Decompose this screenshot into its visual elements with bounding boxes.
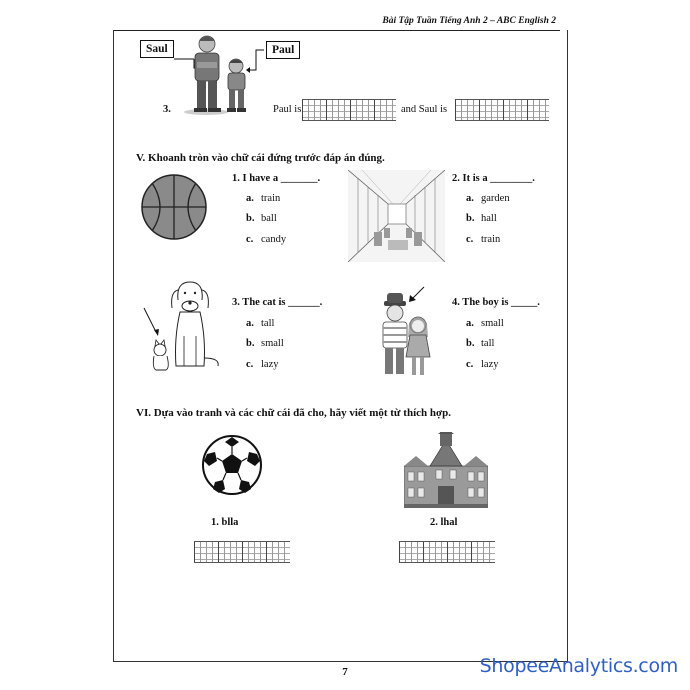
q1-stem: 1. I have a _______. [232, 173, 321, 184]
saul-paul-illustration [170, 30, 280, 116]
q1-option-b[interactable]: b. ball [246, 213, 277, 224]
q3-option-c[interactable]: c. lazy [246, 359, 279, 370]
writing-grid-item-2[interactable] [399, 541, 495, 563]
writing-grid-paul[interactable] [302, 99, 396, 121]
q2-stem: 2. It is a ________. [452, 173, 535, 184]
boy-and-girl-image [370, 283, 434, 379]
q2-option-a[interactable]: a. garden [466, 193, 510, 204]
q3-option-b[interactable]: b. small [246, 338, 284, 349]
q2-option-b[interactable]: b. hall [466, 213, 497, 224]
hall-building-image [404, 432, 488, 508]
soccer-ball-image [201, 434, 263, 496]
q3-stem: 3. The cat is ______. [232, 297, 323, 308]
hall-image [348, 170, 445, 262]
q3-option-a[interactable]: a. tall [246, 318, 275, 329]
item-1-label: 1. blla [211, 517, 239, 528]
q4-stem: 4. The boy is _____. [452, 297, 540, 308]
page-header: Bài Tập Tuần Tiếng Anh 2 – ABC English 2 [382, 16, 556, 26]
q2-option-c[interactable]: c. train [466, 234, 501, 245]
item-2-label: 2. lhal [430, 517, 458, 528]
q3-text-paul: Paul is [273, 104, 302, 115]
q4-option-b[interactable]: b. tall [466, 338, 495, 349]
writing-grid-item-1[interactable] [194, 541, 290, 563]
dog-and-cat-image [140, 278, 226, 374]
saul-name-box: Saul [140, 40, 174, 58]
q4-option-a[interactable]: a. small [466, 318, 504, 329]
page-number: 7 [342, 666, 348, 678]
basketball-image [140, 173, 208, 241]
paul-name-box: Paul [266, 41, 300, 59]
section-5-title: V. Khoanh tròn vào chữ cái đứng trước đáp án đúng. [136, 152, 385, 164]
question-3-number: 3. [163, 104, 171, 115]
q3-text-saul: and Saul is [401, 104, 448, 115]
q1-option-a[interactable]: a. train [246, 193, 281, 204]
section-6-title: VI. Dựa vào tranh và các chữ cái đã cho, hãy viết một từ thích hợp. [136, 407, 451, 419]
q1-option-c[interactable]: c. candy [246, 234, 287, 245]
writing-grid-saul[interactable] [455, 99, 549, 121]
q4-option-c[interactable]: c. lazy [466, 359, 499, 370]
watermark: ShopeeAnalytics.com [479, 655, 678, 677]
